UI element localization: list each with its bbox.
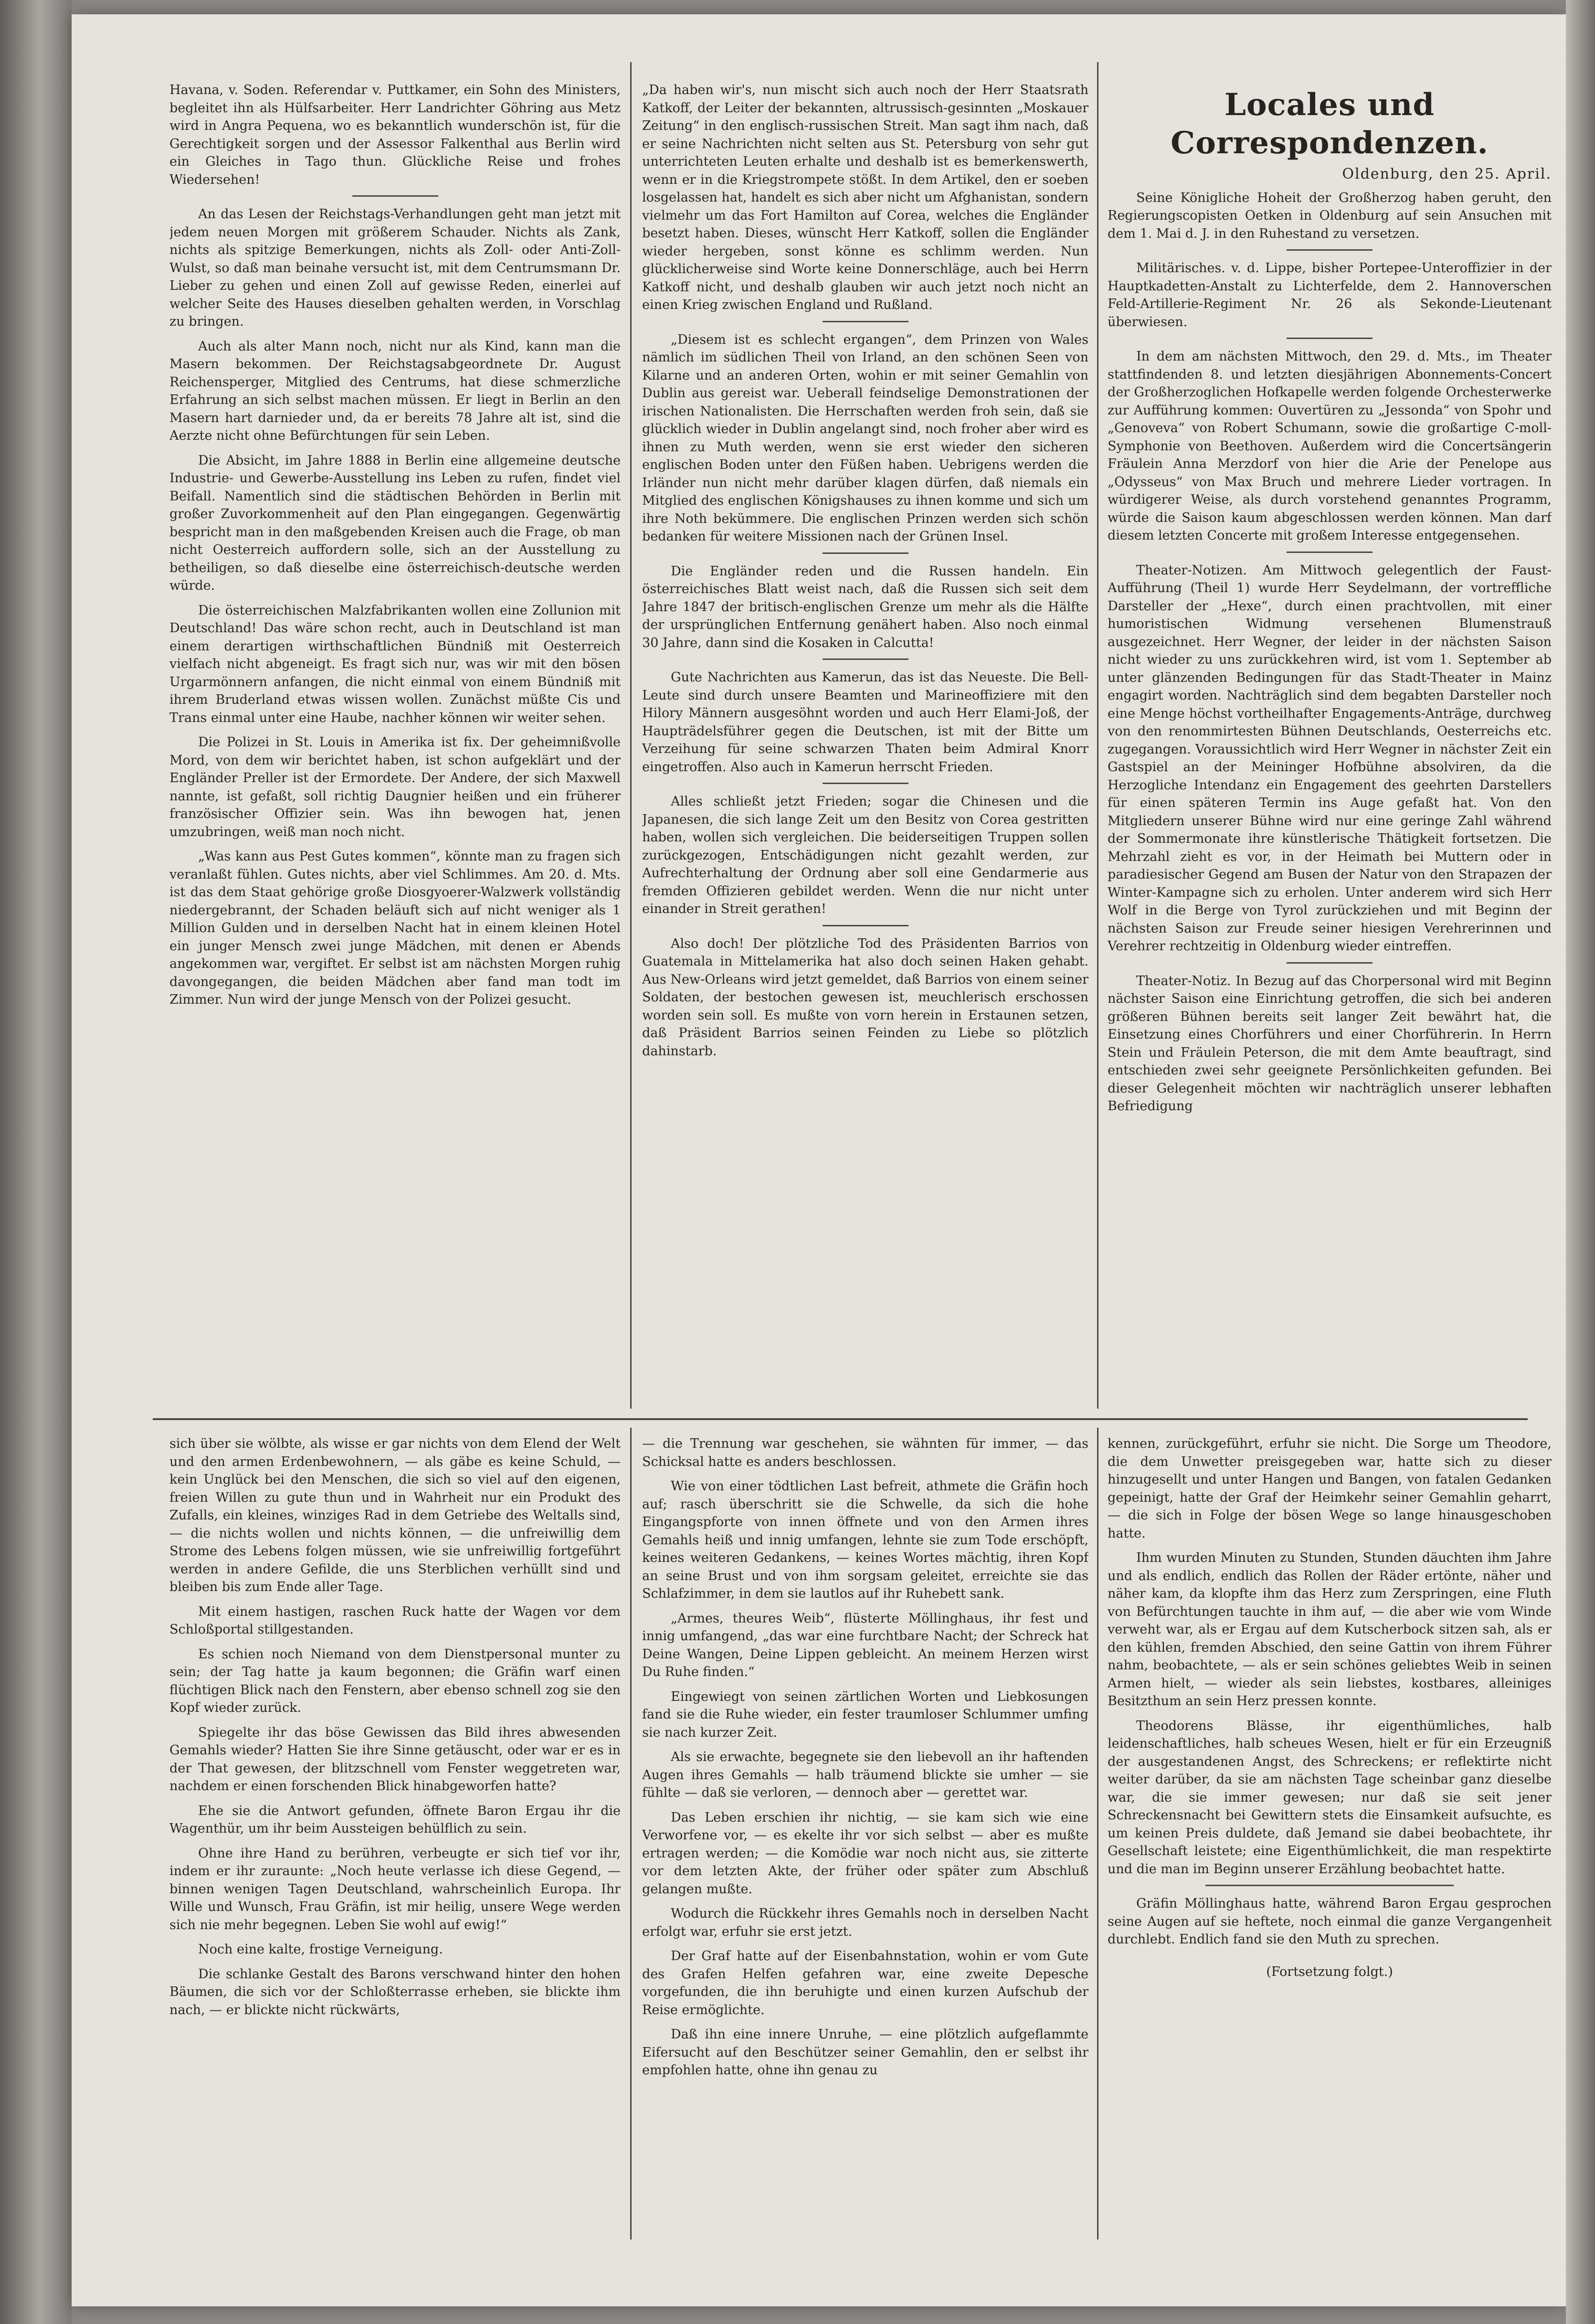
paragraph: Die schlanke Gestalt des Barons verschwand hinter den hohen Bäumen, die sich vor der Schloßterrasse erheben, sie blickte ihm nach, — er blickte nicht rückwärts,	[169, 1966, 621, 2017]
paragraph: Theater-Notizen. Am Mittwoch gelegentlich der Faust-Aufführung (Theil 1) wurde Herr Seydelmann, der vortreffliche Darsteller der „Hexe“, durch einen prachtvollen, mit einer humoristischen Widmung versehenen Blumenstrauß ausgezeichnet. Herr Wegner, der leider in der nächsten Saison nicht wieder zu uns zurückkehren wird, ist vom 1. September ab unter glänzenden Bedingungen für das Stadt-Theater in Mainz engagirt worden. Nachträglich sind dem begabten Darsteller noch eine Menge höchst vortheilhafter Engagements-Anträge, durchweg von den renommirtesten Bühnen Deutschlands, Oesterreichs etc. zugegangen. Voraussichtlich wird Herr Wegner in nächster Zeit ein Gastspiel an der Meininger Hofbühne absolviren, da die Herzogliche Intendanz ein Engagement des geehrten Darstellers für einen späteren Termin ins Auge gefaßt hat. Von den Mitgliedern unserer Bühne wird nur eine geringe Zahl während der Sommermonate ihre künstlerische Thätigkeit fortsetzen. Die Mehrzahl zieht es vor, in der Heimath bei Muttern oder in paradiesischer Gegend am Busen der Natur von den Strapazen der Winter-Kampagne sich zu erholen. Unter anderem wird sich Herr Wolf in die Berge von Tyrol zurückziehen und mit Beginn der nächsten Saison zur Freude seiner hiesigen Verehrerinnen und Verehrer rechtzeitig in Oldenburg wieder eintreffen.	[1108, 562, 1552, 954]
paragraph: Die Engländer reden und die Russen handeln. Ein österreichisches Blatt weist nach, daß die Russen sich seit dem Jahre 1847 der britisch-englischen Grenze um mehr als die Hälfte der ursprünglichen Entfernung genähert haben. Also noch einmal 30 Jahre, dann sind die Kosaken in Calcutta!	[642, 563, 1088, 650]
bottom-column-2	[642, 1435, 1088, 2242]
paragraph: Theater-Notiz. In Bezug auf das Chorpersonal wird mit Beginn nächster Saison eine Einrichtung getroffen, die sich bei anderen größeren Bühnen bereits seit langer Zeit bewährt hat, die Einsetzung eines Chorführers und einer Chorführerin. In Herrn Stein und Fräulein Peterson, die mit dem Amte beauftragt, sind entschieden zwei sehr geeignete Persönlichkeiten gefunden. Bei dieser Gelegenheit möchten wir nachträglich unserer lebhaften Befriedigung	[1108, 973, 1552, 1114]
paragraph: Auch als alter Mann noch, nicht nur als Kind, kann man die Masern bekommen. Der Reichstagsabgeordnete Dr. August Reichensperger, Mitglied des Centrums, hat diese schmerzliche Erfahrung an sich selbst machen müssen. Er liegt in Berlin an den Masern hart darnieder und, da er bereits 78 Jahre alt ist, sind die Aerzte nicht ohne Befürchtungen für sein Leben.	[169, 339, 621, 443]
divider	[1287, 249, 1373, 251]
paragraph: Die Polizei in St. Louis in Amerika ist fix. Der geheimnißvolle Mord, von dem wir berichtet haben, ist schon aufgeklärt und der Engländer Preller ist der Ermordete. Der Andere, der sich Maxwell nannte, ist gefaßt, soll richtig Daugnier heißen und ein früherer französischer Offizier sein. Was ihn bewogen hat, jenen umzubringen, weiß man noch nicht.	[169, 735, 621, 839]
paragraph: Das Leben erschien ihr nichtig, — sie kam sich wie eine Verworfene vor, — es ekelte ihr vor sich selbst — aber es mußte ertragen werden; — die Komödie war noch nicht aus, sie zitterte vor dem letzten Akte, der früher oder später zum Abschluß gelangen mußte.	[642, 1810, 1088, 1897]
top-column-2	[642, 81, 1088, 1409]
paragraph: kennen, zurückgeführt, erfuhr sie nicht. Die Sorge um Theodore, die dem Unwetter preisgegeben war, hatte sich zu dieser hinzugesellt und unter Hangen und Bangen, von fatalen Gedanken gepeinigt, hatte der Graf der Heimkehr seiner Gemahlin geharrt, — die sich in Folge der bösen Wege so lange hinausgeschoben hatte.	[1108, 1436, 1552, 1541]
paragraph: Also doch! Der plötzliche Tod des Präsidenten Barrios von Guatemala in Mittelamerika hat also doch seinen Haken gehabt. Aus New-Orleans wird jetzt gemeldet, daß Barrios von einem seiner Soldaten, der bestochen gewesen ist, meuchlerisch erschossen worden sein soll. Es mußte von vorn herein in Erstaunen setzen, daß Präsident Barrios seinen Feinden zu Liebe so plötzlich dahinstarb.	[642, 936, 1088, 1059]
column-rule	[630, 1428, 632, 2239]
book-spine	[0, 0, 72, 2324]
paragraph: Ohne ihre Hand zu berühren, verbeugte er sich tief vor ihr, indem er ihr zuraunte: „Noch heute verlasse ich diese Gegend, — binnen wenigen Tagen Deutschland, wahrscheinlich Europa. Ihr Wille und Wunsch, Frau Gräfin, ist mir heilig, unsere Wege werden sich nie mehr begegnen. Leben Sie wohl auf ewig!“	[169, 1846, 621, 1932]
bottom-column-1	[169, 1435, 621, 2242]
divider	[823, 658, 908, 660]
divider	[823, 552, 908, 554]
top-column-3	[1108, 86, 1552, 1409]
paragraph: Der Graf hatte auf der Eisenbahnstation, wohin er vom Gute des Grafen Helfen gefahren war, eine zweite Depesche vorgefunden, die ihn beruhigte und einen kurzen Aufschub der Reise ermöglichte.	[642, 1949, 1088, 2017]
divider	[352, 195, 438, 197]
paragraph: Militärisches. v. d. Lippe, bisher Portepee-Unteroffizier in der Hauptkadetten-Anstalt zu Lichterfelde, dem 2. Hannoverschen Feld-Artillerie-Regiment Nr. 26 als Sekonde-Lieutenant überwiesen.	[1108, 261, 1552, 329]
column-rule	[1097, 62, 1099, 1409]
divider	[823, 321, 908, 322]
paragraph: „Was kann aus Pest Gutes kommen“, könnte man zu fragen sich veranlaßt fühlen. Gutes nichts, aber viel Schlimmes. Am 20. d. Mts. ist das dem Staat gehörige große Diosgyoerer-Walzwerk vollständig niedergebrannt, der Schaden beläuft sich auf nicht weniger als 1 Million Gulden und in derselben Nacht hat in einem kleinen Hotel ein junger Mensch zwei junge Mädchen, mit denen er Abends angekommen war, vergiftet. Er selbst ist am nächsten Morgen ruhig davongegangen, die beiden Mädchen aber fand man todt im Zimmer. Nun wird der junge Mensch von der Polizei gesucht.	[169, 849, 621, 1007]
newspaper-page	[72, 14, 1566, 2306]
bottom-column-3	[1108, 1435, 1552, 2242]
divider	[1287, 962, 1373, 964]
continued-note: (Fortsetzung folgt.)	[1266, 1964, 1393, 1979]
paragraph: „Da haben wir's, nun mischt sich auch noch der Herr Staatsrath Katkoff, der Leiter der bekannten, altrussisch-gesinnten „Moskauer Zeitung“ in den englisch-russischen Streit. Man sagt ihm nach, daß er seine Nachrichten nicht selten aus St. Petersburg von sehr gut unterrichteten Leuten erhalte und deshalb ist es bemerkenswerth, wenn er in die Kriegstrompete stößt. In dem Artikel, den er soeben losgelassen hat, handelt es sich aber nicht um Afghanistan, sondern vielmehr um das Fort Hamilton auf Corea, welches die Engländer besetzt haben. Dieses, wünscht Herr Katkoff, sollen die Engländer wieder hergeben, sonst könne es schlimm werden. Nun glücklicherweise sind Worte keine Donnerschläge, auch bei Herrn Katkoff nicht, und deshalb glauben wir auch jetzt noch nicht an einen Krieg zwischen England und Rußland.	[642, 83, 1088, 312]
paragraph: „Armes, theures Weib“, flüsterte Möllinghaus, ihr fest und innig umfangend, „das war eine furchtbare Nacht; der Schreck hat Deine Wangen, Deine Lippen gebleicht. An meinem Herzen wirst Du Ruhe finden.“	[642, 1611, 1088, 1679]
paragraph: „Diesem ist es schlecht ergangen“, dem Prinzen von Wales nämlich im südlichen Theil von Irland, an den schönen Seen von Kilarne und an anderen Orten, wohin er mit seiner Gemahlin von Dublin aus gereist war. Ueberall feindselige Demonstrationen der irischen Nationalisten. Die Herrschaften werden froh sein, daß sie glücklich wieder in Dublin angelangt sind, noch froher aber wird es ihnen zu Muth werden, wenn sie erst wieder den sicheren englischen Boden unter den Füßen haben. Uebrigens werden die Irländer nun nicht mehr darüber klagen dürfen, daß niemals ein Mitglied des englischen Königshauses zu ihnen komme und sich um ihre Noth bekümmere. Die englischen Prinzen werden sich schön bedanken für weitere Missionen nach der Grünen Insel.	[642, 332, 1088, 544]
paragraph: Eingewiegt von seinen zärtlichen Worten und Liebkosungen fand sie die Ruhe wieder, ein fester traumloser Schlummer umfing sie nach kurzer Zeit.	[642, 1689, 1088, 1740]
paragraph: Die Absicht, im Jahre 1888 in Berlin eine allgemeine deutsche Industrie- und Gewerbe-Ausstellung ins Leben zu rufen, findet viel Beifall. Namentlich sind die städtischen Behörden in Berlin mit großer Zuvorkommenheit auf den Plan eingegangen. Gegenwärtig bespricht man in den maßgebenden Kreisen auch die Frage, ob man nicht Oesterreich auffordern solle, sich an der Ausstellung zu betheiligen, so daß dieselbe eine österreichisch-deutsche werden würde.	[169, 453, 621, 593]
paragraph: In dem am nächsten Mittwoch, den 29. d. Mts., im Theater stattfindenden 8. und letzten diesjährigen Abonnements-Concert der Großherzoglichen Hofkapelle werden folgende Orchesterwerke zur Aufführung kommen: Ouvertüren zu „Jessonda“ von Spohr und „Genoveva“ von Robert Schumann, sowie die großartige C-moll-Symphonie von Beethoven. Außerdem wird die Concertsängerin Fräulein Anna Merzdorf von hier die Arie der Penelope aus „Odysseus“ von Max Bruch und mehrere Lieder vortragen. In würdigerer Weise, als durch vorstehend genanntes Programm, würde die Saison kaum abgeschlossen werden können. Man darf diesem letzten Concerte mit großem Interesse entgegensehen.	[1108, 349, 1552, 543]
top-column-1	[169, 81, 621, 1409]
paragraph: sich über sie wölbte, als wisse er gar nichts von dem Elend der Welt und den armen Erdenbewohnern, — als gäbe es keine Schuld, — kein Unglück bei den Menschen, die sich so viel auf den eigenen, freien Willen zu gute thun und in Wahrheit nur ein Produkt des Zufalls, ein kleines, winziges Rad in dem Getriebe des Weltalls sind, — die nichts wollen und nichts können, — die unfreiwillig dem Strome des Lebens folgen müssen, wie sie unfreiwillig fortgeführt werden in andere Gefilde, die uns Sterblichen verhüllt sind und bleiben bis zum Ende aller Tage.	[169, 1436, 621, 1594]
divider	[823, 783, 908, 784]
page-edge	[1566, 0, 1595, 2324]
paragraph: Theodorens Blässe, ihr eigenthümliches, halb leidenschaftliches, halb scheues Wesen, hielt er für ein Erzeugniß der ausgestandenen Angst, des Schreckens; er reflektirte nicht weiter darüber, da sie am nächsten Tage scheinbar ganz dieselbe war, die sie immer gewesen; nur daß sie seit jener Schreckensnacht bei Gewittern stets die Einsamkeit aufsuchte, es um keinen Preis duldete, daß Jemand sie dabei beobachtete, ihr Gesellschaft leistete; eine Eigenthümlichkeit, die man respektirte und die man im Beginn unserer Erzählung beobachtet hatte.	[1108, 1718, 1552, 1877]
paragraph: Seine Königliche Hoheit der Großherzog haben geruht, den Regierungscopisten Oetken in Oldenburg auf sein Ansuchen mit dem 1. Mai d. J. in den Ruhestand zu versetzen.	[1108, 190, 1552, 241]
divider	[1287, 552, 1373, 553]
paragraph: Mit einem hastigen, raschen Ruck hatte der Wagen vor dem Schloßportal stillgestanden.	[169, 1604, 621, 1637]
paragraph: Die österreichischen Malzfabrikanten wollen eine Zollunion mit Deutschland! Das wäre schon recht, auch in Deutschland ist man einem derartigen wirthschaftlichen Bündniß mit Oesterreich vielfach nicht abgeneigt. Es fragt sich nur, was wir mit den bösen Urgarmönnern anfangen, die nicht einmal von einem Bündniß mit ihrem Bruderland etwas wissen wollen. Zunächst müßte Cis und Trans einmal unter eine Haube, nachher können wir weiter sehen.	[169, 603, 621, 725]
paragraph: Wodurch die Rückkehr ihres Gemahls noch in derselben Nacht erfolgt war, erfuhr sie erst jetzt.	[642, 1906, 1088, 1939]
column-rule	[1097, 1428, 1099, 2239]
section-heading: Locales und Correspondenzen.	[1171, 87, 1489, 161]
paragraph: Havana, v. Soden. Referendar v. Puttkamer, ein Sohn des Ministers, begleitet ihn als Hülfsarbeiter. Herr Landrichter Göhring aus Metz wird in Angra Pequena, wo es bekanntlich wunderschön ist, für die Gerechtigkeit sorgen und der Assessor Falkenthal aus Berlin wird ein Gleiches in Tago thun. Glückliche Reise und frohes Wiedersehen!	[169, 83, 621, 187]
paragraph: Ihm wurden Minuten zu Stunden, Stunden däuchten ihm Jahre und als endlich, endlich das Rollen der Räder ertönte, näher und näher kam, da klopfte ihm das Herz zum Zerspringen, eine Fluth von Befürchtungen tauchte in ihm auf, — die aber wie vom Winde verweht war, als er Ergau auf dem Kutscherbock sitzen sah, als er den kühlen, fremden Abschied, den seine Gattin von ihrem Führer nahm, beobachtete, — als er sein schönes geliebtes Weib in seinen Armen hielt, — wieder als sein liebstes, kostbares, alleiniges Besitzthum an sein Herz pressen konnte.	[1108, 1550, 1552, 1709]
paragraph: Noch eine kalte, frostige Verneigung.	[198, 1942, 443, 1957]
paragraph: Als sie erwachte, begegnete sie den liebevoll an ihr haftenden Augen ihres Gemahls — halb träumend blickte sie umher — sie fühlte — daß sie verloren, — dennoch aber — gerettet war.	[642, 1750, 1088, 1800]
paragraph: Spiegelte ihr das böse Gewissen das Bild ihres abwesenden Gemahls wieder? Hatten Sie ihre Sinne getäuscht, oder war er es in der That gewesen, der blitzschnell vom Fenster weggetreten war, nachdem er einen forschenden Blick hinabgeworfen hatte?	[169, 1725, 621, 1793]
column-rule	[630, 62, 632, 1409]
section-divider	[153, 1418, 1528, 1420]
paragraph: Gräfin Möllinghaus hatte, während Baron Ergau gesprochen seine Augen auf sie heftete, noch einmal die ganze Vergangenheit durchlebt. Endlich fand sie den Muth zu sprechen.	[1108, 1896, 1552, 1947]
divider	[823, 925, 908, 926]
paragraph: Daß ihn eine innere Unruhe, — eine plötzlich aufgeflammte Eifersucht auf den Beschützer seiner Gemahlin, den er selbst ihr empfohlen hatte, ohne ihn genau zu	[642, 2027, 1088, 2078]
paragraph: An das Lesen der Reichstags-Verhandlungen geht man jetzt mit jedem neuen Morgen mit größerem Schauder. Nichts als Zank, nichts als spitzige Bemerkungen, nichts als Zoll- oder Anti-Zoll-Wulst, so daß man beinahe versucht ist, mit dem Centrumsmann Dr. Lieber zu gehen und einen Zoll auf gewisse Reden, einerlei auf welcher Seite des Hauses dieselben gehalten werden, in Vorschlag zu bringen.	[169, 207, 621, 329]
paragraph: Wie von einer tödtlichen Last befreit, athmete die Gräfin hoch auf; rasch überschritt sie die Schwelle, da sich die hohe Eingangspforte von innen öffnete und von den Armen ihres Gemahls heiß und innig umfangen, lehnte sie zum Tode erschöpft, keines weiteren Gedankens, — keines Wortes mächtig, ihren Kopf an seine Brust und von ihm sorgsam geleitet, erreichte sie das Schlafzimmer, in dem sie lautlos auf ihr Ruhebett sank.	[642, 1479, 1088, 1601]
paragraph: Ehe sie die Antwort gefunden, öffnete Baron Ergau ihr die Wagenthür, um ihr beim Aussteigen behülflich zu sein.	[169, 1803, 621, 1836]
dateline: Oldenburg, den 25. April.	[1342, 166, 1552, 182]
paragraph: Gute Nachrichten aus Kamerun, das ist das Neueste. Die Bell-Leute sind durch unsere Beamten und Marineoffiziere mit den Hilory Männern ausgesöhnt worden und auch Herr Elami-Joß, der Haupträdelsführer gegen die Deutschen, ist mit der Bitte um Verzeihung für seine schwarzen Thaten beim Admiral Knorr eingetroffen. Also auch in Kamerun herrscht Frieden.	[642, 670, 1088, 775]
paragraph: Es schien noch Niemand von dem Dienstpersonal munter zu sein; der Tag hatte ja kaum begonnen; die Gräfin warf einen flüchtigen Blick nach den Fenstern, aber ebenso schnell zog sie den Kopf wieder zurück.	[169, 1646, 621, 1715]
paragraph: Alles schließt jetzt Frieden; sogar die Chinesen und die Japanesen, die sich lange Zeit um den Besitz von Corea gestritten haben, wollen sich vergleichen. Die beiderseitigen Truppen sollen zurückgezogen, Entschädigungen nicht gezahlt werden, zur Aufrechterhaltung der Ordnung aber soll eine Gendarmerie aus fremden Offizieren gebildet werden. Wenn die nur nicht unter einander in Streit gerathen!	[642, 794, 1088, 916]
paragraph: — die Trennung war geschehen, sie wähnten für immer, — das Schicksal hatte es anders beschlossen.	[642, 1436, 1088, 1469]
divider	[1287, 338, 1373, 339]
divider	[1205, 1885, 1454, 1886]
